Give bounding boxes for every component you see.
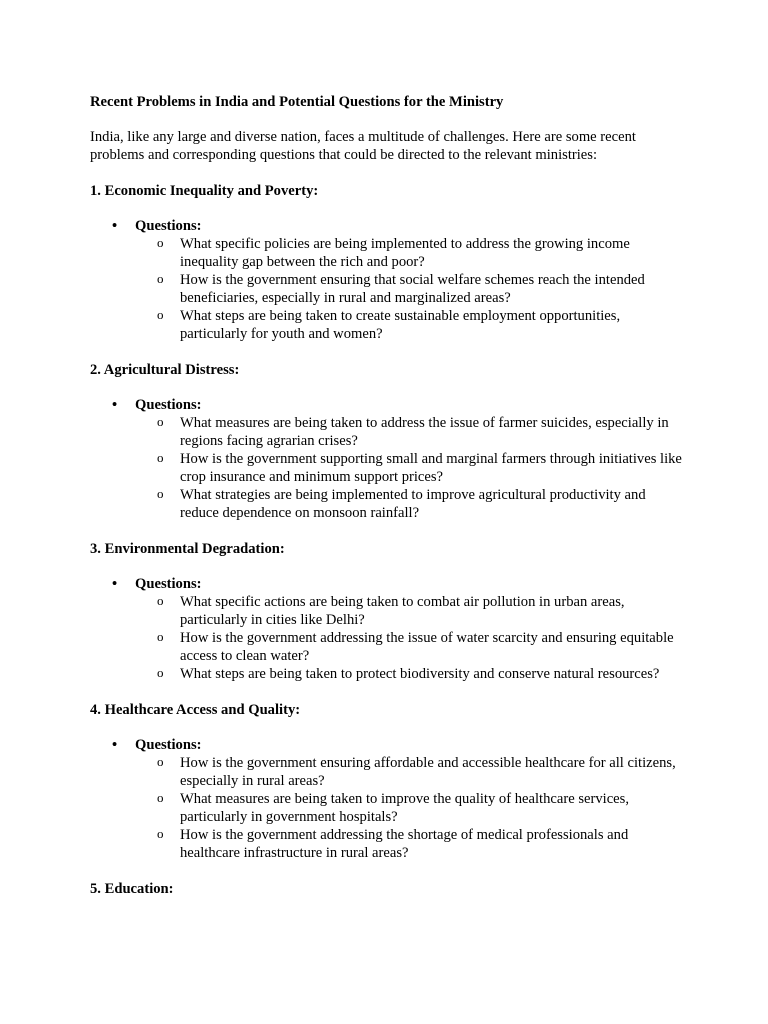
section-heading: 5. Education:	[90, 881, 174, 897]
question-text: How is the government supporting small and marginal farmers through initiatives like crop insurance and minimum support prices?	[180, 451, 682, 485]
bullet-list	[90, 396, 688, 522]
questions-label: Questions:	[135, 576, 202, 592]
section-education	[90, 880, 688, 898]
question-list	[135, 593, 688, 683]
questions-label: Questions:	[135, 737, 202, 753]
question-text: How is the government addressing the shortage of medical professionals and healthcare infrastructure in rural areas?	[180, 827, 629, 861]
bullet-list	[90, 736, 688, 862]
bullet-item	[90, 217, 688, 343]
question-text: How is the government ensuring affordable and accessible healthcare for all citizens, especially in rural areas?	[180, 755, 676, 789]
questions-label: Questions:	[135, 397, 202, 413]
question-item	[135, 307, 688, 343]
question-text: How is the government ensuring that social welfare schemes reach the intended beneficiaries, especially in rural and marginalized areas?	[180, 272, 645, 306]
question-text: What steps are being taken to create sustainable employment opportunities, particularly for youth and women?	[180, 308, 621, 342]
section-heading: 2. Agricultural Distress:	[90, 362, 240, 378]
circle-bullet-icon: o	[157, 826, 164, 841]
question-text: How is the government addressing the issue of water scarcity and ensuring equitable access to clean water?	[180, 630, 674, 664]
section-heading: 1. Economic Inequality and Poverty:	[90, 183, 319, 199]
question-list	[135, 414, 688, 522]
section-healthcare	[90, 701, 688, 862]
bullet-item	[90, 396, 688, 522]
question-item	[135, 593, 688, 629]
bullet-dot-icon: •	[112, 218, 118, 234]
bullet-dot-icon: •	[112, 737, 118, 753]
bullet-dot-icon: •	[112, 397, 118, 413]
bullet-item	[90, 736, 688, 862]
question-item	[135, 665, 688, 683]
bullet-item	[90, 575, 688, 683]
question-text: What specific policies are being implemented to address the growing income inequality gap between the rich and poor?	[180, 236, 630, 270]
section-heading: 4. Healthcare Access and Quality:	[90, 702, 301, 718]
question-text: What specific actions are being taken to combat air pollution in urban areas, particularly in cities like Delhi?	[180, 594, 625, 628]
bullet-list	[90, 575, 688, 683]
section-heading: 3. Environmental Degradation:	[90, 541, 285, 557]
question-item	[135, 826, 688, 862]
section-economic-inequality	[90, 182, 688, 343]
circle-bullet-icon: o	[157, 790, 164, 805]
circle-bullet-icon: o	[157, 629, 164, 644]
question-item	[135, 754, 688, 790]
circle-bullet-icon: o	[157, 665, 164, 680]
question-text: What steps are being taken to protect biodiversity and conserve natural resources?	[180, 666, 660, 682]
section-environmental-degradation	[90, 540, 688, 683]
circle-bullet-icon: o	[157, 271, 164, 286]
question-text: What measures are being taken to address the issue of farmer suicides, especially in regions facing agrarian crises?	[180, 415, 669, 449]
question-item	[135, 235, 688, 271]
section-agricultural-distress	[90, 361, 688, 522]
circle-bullet-icon: o	[157, 235, 164, 250]
document-title: Recent Problems in India and Potential Questions for the Ministry	[90, 94, 504, 110]
questions-label: Questions:	[135, 218, 202, 234]
question-item	[135, 486, 688, 522]
question-item	[135, 629, 688, 665]
question-text: What strategies are being implemented to improve agricultural productivity and reduce dependence on monsoon rainfall?	[180, 487, 646, 521]
circle-bullet-icon: o	[157, 414, 164, 429]
circle-bullet-icon: o	[157, 450, 164, 465]
intro-paragraph: India, like any large and diverse nation, faces a multitude of challenges. Here are some recent problems and corresponding questions that could be directed to the relevant ministries:	[90, 129, 636, 163]
question-item	[135, 271, 688, 307]
circle-bullet-icon: o	[157, 754, 164, 769]
question-list	[135, 754, 688, 862]
circle-bullet-icon: o	[157, 486, 164, 501]
bullet-list	[90, 217, 688, 343]
question-item	[135, 790, 688, 826]
question-item	[135, 450, 688, 486]
question-item	[135, 414, 688, 450]
question-text: What measures are being taken to improve the quality of healthcare services, particularly in government hospitals?	[180, 791, 629, 825]
circle-bullet-icon: o	[157, 593, 164, 608]
question-list	[135, 235, 688, 343]
bullet-dot-icon: •	[112, 576, 118, 592]
circle-bullet-icon: o	[157, 307, 164, 322]
